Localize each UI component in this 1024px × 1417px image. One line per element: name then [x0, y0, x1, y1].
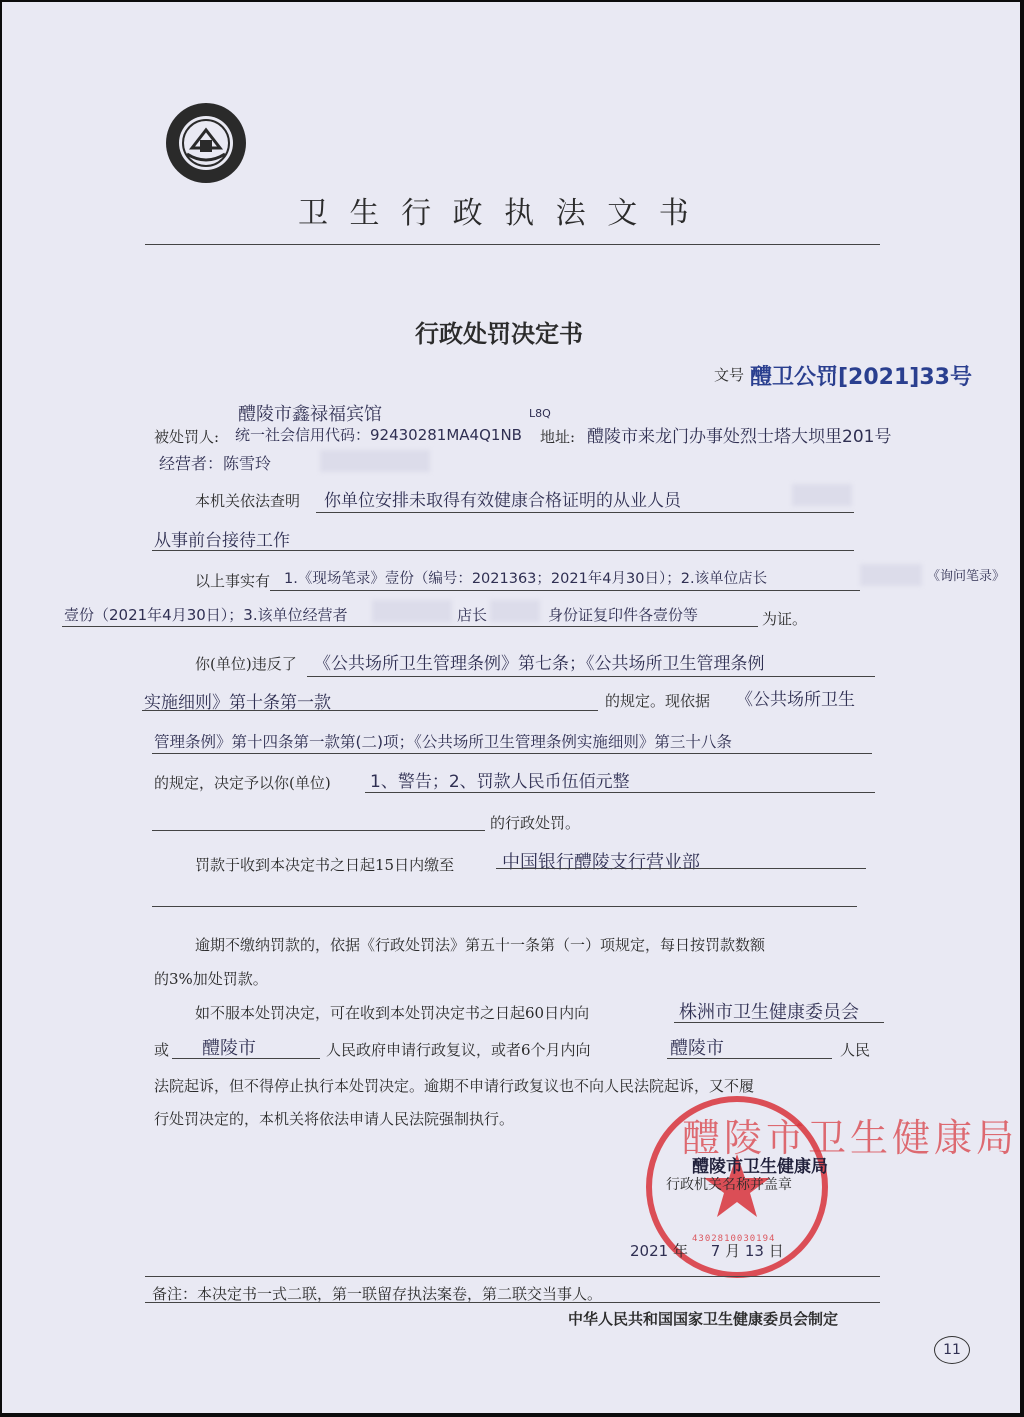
fill-line: [62, 626, 758, 627]
appeal-line1: 如不服本处罚决定，可在收到本处罚决定书之日起60日内向: [195, 1004, 590, 1022]
authority-handwritten: 醴陵市卫生健康局: [692, 1157, 828, 1177]
penalty-suffix: 的行政处罚。: [490, 814, 581, 832]
date-year-unit: 年: [672, 1242, 688, 1260]
fill-line: [172, 1058, 320, 1059]
doc-no-label: 文号: [714, 366, 745, 384]
appeal-gov-suffix: 人民政府申请行政复议，或者6个月内向: [326, 1041, 591, 1059]
late-line2: 的3%加处罚款。: [154, 970, 268, 988]
header-divider: [145, 244, 880, 245]
document-page: [2, 2, 1020, 1413]
facts-finding: 你单位安排未取得有效健康合格证明的从业人员: [324, 491, 681, 511]
redaction: [372, 600, 452, 622]
appeal-line3: 法院起诉，但不得停止执行本处罚决定。逾期不申请行政复议也不向人民法院起诉，又不履: [154, 1077, 755, 1095]
fill-line: [152, 830, 485, 831]
address: 醴陵市来龙门办事处烈士塔大坝里201号: [587, 427, 892, 447]
date-year: 2021: [630, 1242, 669, 1260]
footer-divider: [145, 1302, 880, 1303]
redaction: [490, 600, 540, 622]
redaction: [320, 450, 430, 472]
fill-line: [270, 590, 860, 591]
penalty-basis: 《公共场所卫生: [736, 690, 855, 710]
footer-divider: [145, 1276, 880, 1277]
violated-laws: 《公共场所卫生管理条例》第七条；《公共场所卫生管理条例: [314, 654, 765, 674]
facts-finding-line2: 从事前台接待工作: [154, 531, 290, 551]
fill-line: [667, 1058, 832, 1059]
party-label: 被处罚人:: [154, 428, 220, 446]
redaction: [792, 484, 852, 506]
penalty-basis-line2: 管理条例》第十四条第一款第(二)项；《公共场所卫生管理条例实施细则》第三十八条: [154, 733, 732, 751]
authority-caption: 行政机关名称并盖章: [666, 1177, 792, 1193]
decision: 1、警告；2、罚款人民币伍佰元整: [370, 772, 630, 792]
appeal-gov: 醴陵市: [202, 1038, 256, 1059]
fill-line: [496, 868, 866, 869]
as-proof: 为证。: [762, 610, 808, 628]
fill-line: [365, 792, 875, 793]
evidence-line2: 壹份（2021年4月30日）；3.该单位经营者: [64, 606, 348, 624]
appeal-or: 或: [154, 1041, 170, 1059]
fill-line: [674, 1022, 884, 1023]
evidence-tail: 《询问笔录》: [927, 569, 1006, 584]
evidence-end: 身份证复印件各壹份等: [548, 606, 699, 624]
party-name: 醴陵市鑫禄福宾馆: [238, 404, 382, 425]
footer-issuer: 中华人民共和国国家卫生健康委员会制定: [568, 1310, 839, 1328]
fill-line: [316, 512, 854, 513]
appeal-court-suffix: 人民: [840, 1041, 871, 1059]
late-line1: 逾期不缴纳罚款的，依据《行政处罚法》第五十一条第（一）项规定，每日按罚款数额: [195, 936, 766, 954]
signature-date: [630, 1240, 784, 1261]
appeal-agency: 株洲市卫生健康委员会: [679, 1002, 859, 1023]
doc-title: 行政处罚决定书: [415, 320, 583, 348]
appeal-line4: 行处罚决定的，本机关将依法申请人民法院强制执行。: [154, 1110, 515, 1128]
appeal-court: 醴陵市: [670, 1038, 724, 1059]
doc-no-value: 醴卫公罚[2021]33号: [750, 365, 972, 390]
seal-number: 4302810030194: [692, 1234, 776, 1244]
credit-code: 统一社会信用代码：92430281MA4Q1NB: [235, 426, 522, 444]
evidence-intro: 以上事实有: [195, 572, 271, 590]
footer-note: 备注：本决定书一式二联，第一联留存执法案卷，第二联交当事人。: [152, 1285, 603, 1303]
evidence-mid: 店长: [457, 606, 488, 624]
series-title: 卫 生 行 政 执 法 文 书: [298, 196, 695, 231]
operator: 经营者：陈雪玲: [159, 454, 272, 473]
date-day: 13: [744, 1242, 764, 1260]
payment-intro: 罚款于收到本决定书之日起15日内缴至: [195, 856, 455, 874]
fill-line: [142, 710, 598, 711]
address-label: 地址:: [540, 428, 576, 446]
health-inspection-emblem-icon: [165, 102, 247, 184]
redaction: [860, 564, 922, 586]
fill-line: [152, 906, 857, 907]
date-day-unit: 日: [768, 1242, 784, 1260]
rule-suffix: 的规定。现依据: [605, 692, 711, 710]
fill-line: [307, 676, 875, 677]
fill-line: [152, 753, 872, 754]
decision-intro: 的规定，决定予以你(单位): [154, 774, 331, 792]
credit-code-note: L8Q: [529, 407, 551, 420]
payment-bank: 中国银行醴陵支行营业部: [502, 852, 700, 873]
violation-intro: 你(单位)违反了: [195, 655, 297, 673]
fill-line: [152, 550, 854, 551]
facts-intro: 本机关依法查明: [195, 492, 301, 510]
seal-text: 醴陵市卫生健康局: [682, 1116, 1019, 1160]
evidence: 1.《现场笔录》壹份（编号：2021363；2021年4月30日）；2.该单位店长: [284, 571, 768, 587]
violated-laws-line2: 实施细则》第十条第一款: [144, 693, 331, 713]
page-number: 11: [934, 1336, 970, 1364]
date-month: 7: [710, 1242, 721, 1260]
date-month-unit: 月: [725, 1242, 741, 1260]
